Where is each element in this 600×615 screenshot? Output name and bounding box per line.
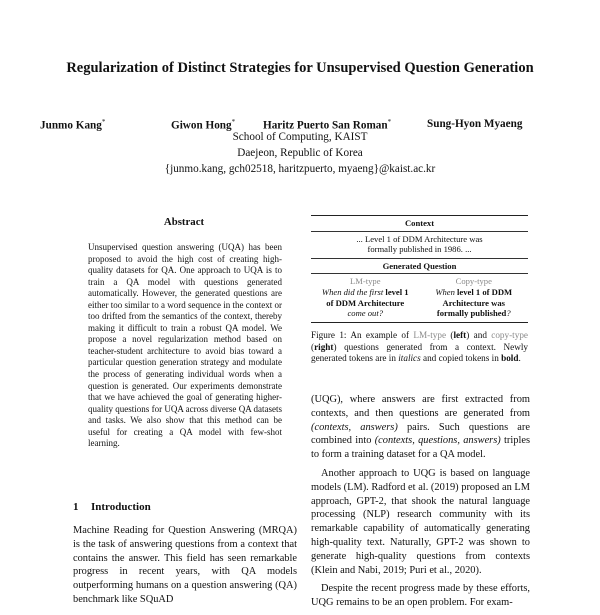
figure-1-caption bbox=[311, 330, 528, 365]
caption-right: right bbox=[314, 341, 334, 352]
paragraph-uqg bbox=[311, 393, 530, 462]
author-1-mark: * bbox=[101, 118, 106, 126]
section-number: 1 bbox=[73, 501, 79, 513]
author-1-name: Junmo Kang bbox=[40, 119, 102, 132]
figure-context-line-1: ... Level 1 of DDM Architecture was bbox=[356, 233, 483, 244]
copy-q-bold-3: formally published bbox=[436, 308, 507, 319]
lm-type-column bbox=[311, 276, 420, 318]
author-4 bbox=[427, 118, 522, 130]
section-title: Introduction bbox=[91, 501, 151, 513]
paragraph-lm-approach: Another approach to UQG is based on language models (LM). Radford et al. (2019) proposed an LM approach, GPT-2, that shook the natural language processing (NLP) research community with its remarkable capability of automatically generating high-quality text. Naturally, GPT-2 was shown to generate high-quality questions from contexts (Klein and Nabi, 2019; Puri et al., 2020). bbox=[311, 467, 530, 576]
affiliation-school: School of Computing, KAIST bbox=[232, 131, 368, 143]
lm-q-italic-1: When did the first bbox=[321, 286, 384, 297]
figure-context-text bbox=[311, 232, 528, 258]
author-2-mark: * bbox=[231, 118, 236, 126]
author-3-name: Haritz Puerto San Roman bbox=[263, 119, 388, 132]
paragraph-text: pairs. Such questions are combined into bbox=[311, 421, 530, 447]
lm-type-label: LM-type bbox=[349, 276, 381, 287]
copy-type-column bbox=[420, 276, 529, 318]
author-2-name: Giwon Hong bbox=[171, 119, 232, 132]
caption-copy-type: copy-type bbox=[491, 330, 529, 340]
caption-end: . bbox=[518, 353, 521, 364]
figure-context-line-2: formally published in 1986. ... bbox=[367, 244, 472, 255]
author-3-mark: * bbox=[387, 118, 392, 126]
figure-generated-header: Generated Question bbox=[382, 260, 457, 271]
caption-lm-type: LM-type bbox=[413, 330, 447, 340]
affiliation-emails: {junmo.kang, gch02518, haritzpuerto, myaeng}@kaist.ac.kr bbox=[164, 163, 436, 175]
lm-q-italic-2: come out? bbox=[347, 308, 384, 319]
caption-part: ) questions generated from a context. Newly generated tokens are in bbox=[311, 341, 528, 364]
caption-left: left bbox=[453, 330, 467, 340]
paragraph-text: triples to form a training dataset for a QA model. bbox=[311, 435, 530, 461]
caption-part: ) and bbox=[466, 330, 492, 340]
abstract-text: Unsupervised question answering (UQA) has been proposed to avoid the high cost of creating high-quality datasets for QA. One approach to UQA is to train a QA model with questions generated automatically. However, the generated questions are either too similar to a word sequence in the context or too drifted from the semantics of the context, thereby making it difficult to train a robust QA model. We propose a novel regularization method based on teacher-student architecture to avoid bias toward a particular question generation strategy and modulate the process of generating individual words when a question is generated. Our experiments demonstrate that we have achieved the goal of generating higher-quality questions for UQA across diverse QA datasets and tasks. We also show that this method can be useful for creating a QA model with few-shot learning. bbox=[88, 242, 282, 449]
paragraph-italic: (contexts, questions, answers) bbox=[374, 435, 501, 447]
copy-q-italic-2: ? bbox=[506, 308, 511, 319]
section-heading-introduction bbox=[73, 501, 151, 513]
affiliation-location: Daejeon, Republic of Korea bbox=[237, 147, 363, 159]
introduction-text: Machine Reading for Question Answering (MRQA) is the task of answering questions from a context that contains the answer. This field has seen remarkable progress in recent years, with QA models outperforming humans on a question answering (QA) benchmark like SQuAD bbox=[73, 525, 297, 605]
caption-prefix: Figure 1: An example of bbox=[311, 330, 414, 340]
caption-part: ( bbox=[311, 341, 315, 352]
figure-context-header: Context bbox=[404, 218, 435, 228]
caption-part: ( bbox=[446, 330, 454, 340]
copy-q-italic-1: When bbox=[435, 286, 455, 297]
copy-q-bold-2: Architecture was bbox=[442, 297, 505, 308]
paragraph-text: (UQG), where answers are first extracted from contexts, and then questions are generated from bbox=[311, 394, 530, 419]
figure-question-columns bbox=[311, 274, 528, 318]
caption-italics: italics bbox=[398, 353, 421, 364]
paper-title: Regularization of Distinct Strategies for Unsupervised Question Generation bbox=[66, 60, 534, 76]
copy-q-bold-1: level 1 of DDM bbox=[454, 286, 513, 297]
figure-1-table bbox=[311, 215, 528, 323]
lm-q-bold-1: level 1 bbox=[383, 286, 409, 297]
introduction-body bbox=[73, 524, 297, 607]
paragraph-open-problem: Despite the recent progress made by these efforts, UQG remains to be an open problem. For exam- bbox=[311, 583, 530, 609]
copy-type-label: Copy-type bbox=[455, 276, 492, 287]
caption-part: and copied tokens in bbox=[420, 353, 502, 364]
paragraph-italic: (contexts, answers) bbox=[311, 421, 398, 433]
caption-bold: bold bbox=[501, 353, 519, 364]
right-column-body bbox=[311, 393, 530, 615]
abstract-heading: Abstract bbox=[163, 216, 205, 228]
figure-bottom-rule bbox=[311, 322, 528, 323]
abstract-body bbox=[88, 242, 282, 450]
lm-q-bold-2: of DDM Architecture bbox=[326, 297, 405, 308]
author-4-name: Sung-Hyon Myaeng bbox=[427, 118, 523, 130]
